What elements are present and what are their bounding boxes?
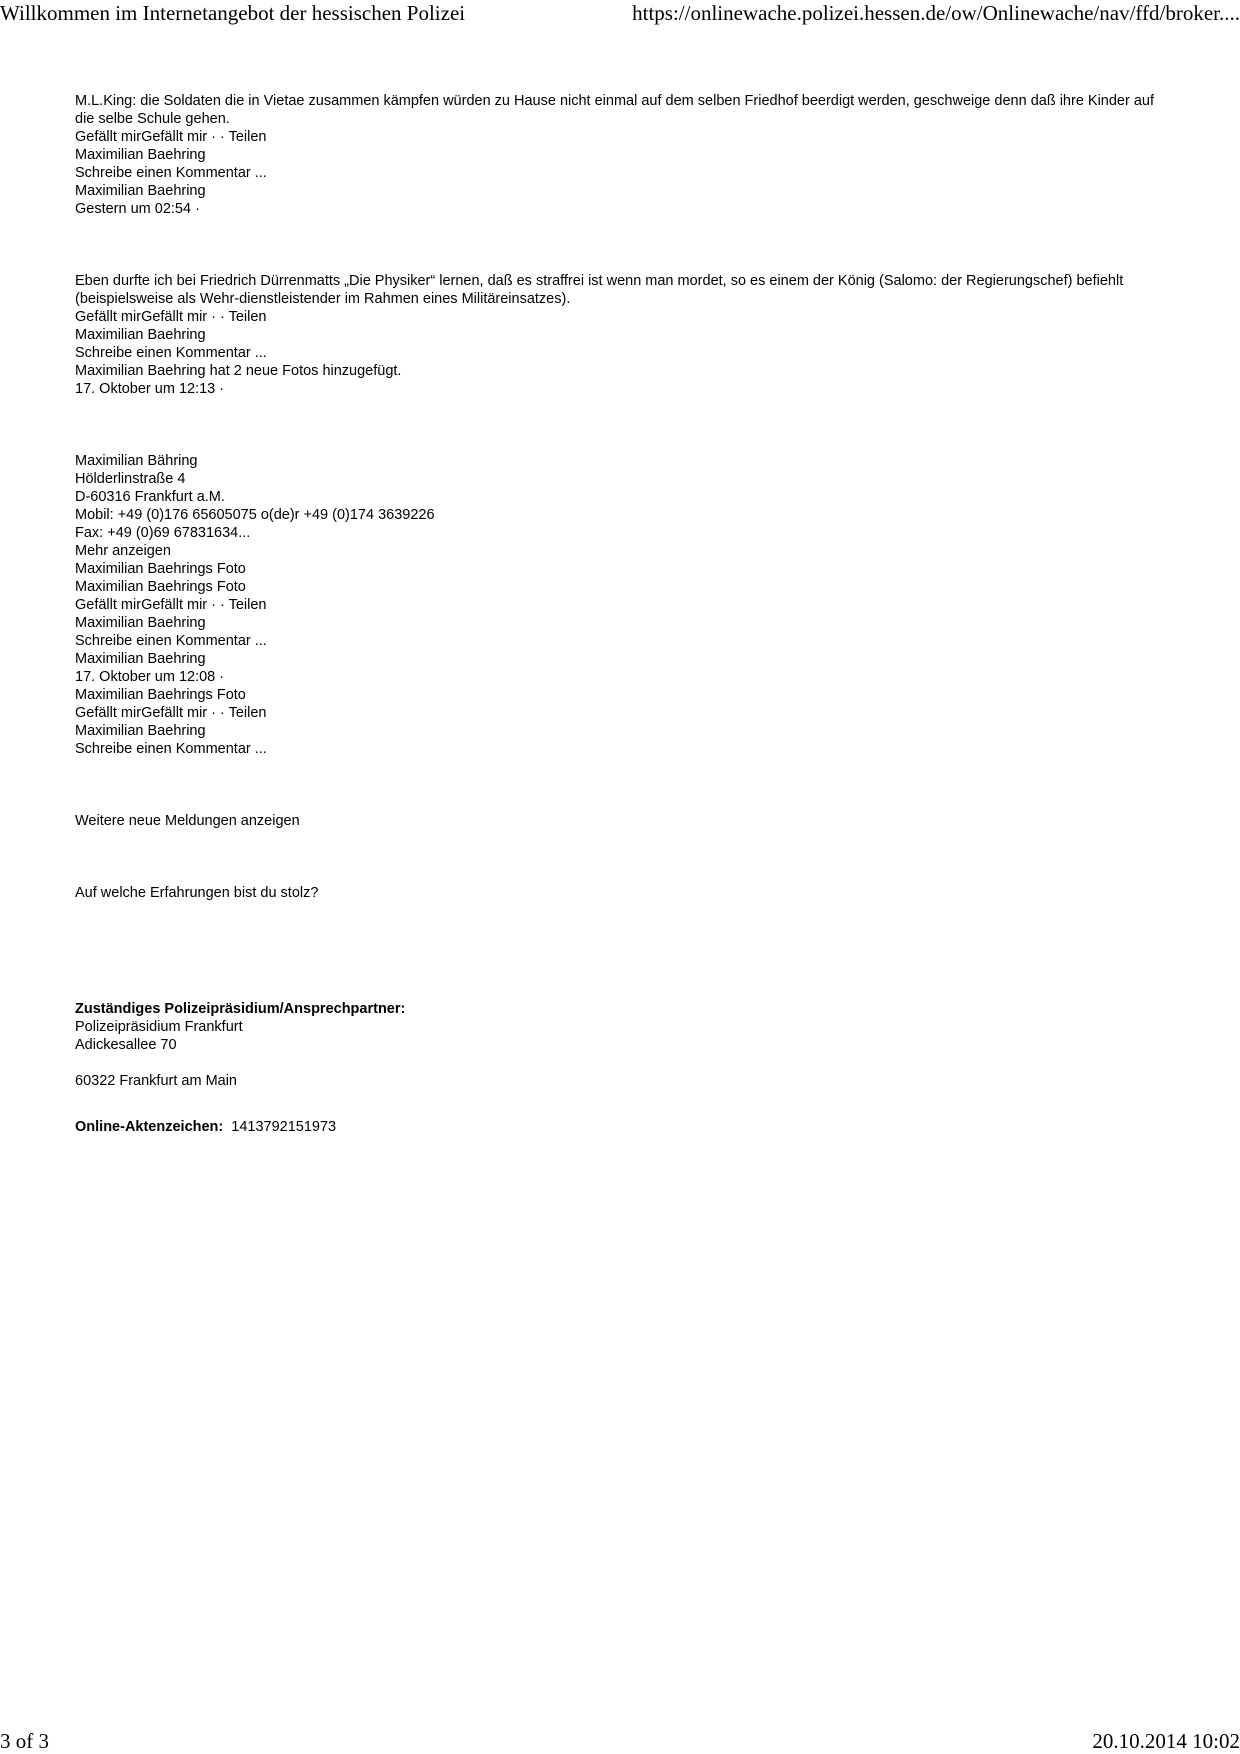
post-actions: Gefällt mirGefällt mir · · Teilen xyxy=(75,597,267,613)
spacer xyxy=(75,758,1175,812)
post-author: Maximilian Baehring xyxy=(75,615,206,631)
document-body xyxy=(75,92,1175,1136)
more-posts-text: Weitere neue Meldungen anzeigen xyxy=(75,813,300,829)
comment-prompt: Schreibe einen Kommentar ... xyxy=(75,165,267,181)
post-text: M.L.King: die Soldaten die in Vietae zusammen kämpfen würden zu Hause nicht einmal auf dem selben Friedhof beerdigt werden, geschweige denn daß ihre Kinder auf die selbe Schule gehen. xyxy=(75,93,1159,127)
address-city: D-60316 Frankfurt a.M. xyxy=(75,489,225,505)
comment-prompt: Schreibe einen Kommentar ... xyxy=(75,345,267,361)
spacer xyxy=(75,1054,1175,1072)
spacer xyxy=(75,398,1175,452)
post-author: Maximilian Baehring xyxy=(75,651,206,667)
show-more-text: Mehr anzeigen xyxy=(75,543,171,559)
reference-value: 1413792151973 xyxy=(231,1119,337,1135)
post-actions: Gefällt mirGefällt mir · · Teilen xyxy=(75,705,267,721)
address-name: Maximilian Bähring xyxy=(75,453,198,469)
post-1 xyxy=(75,92,1175,218)
post-author: Maximilian Baehring xyxy=(75,147,206,163)
photo-caption: Maximilian Baehrings Foto xyxy=(75,687,246,703)
contact-city: 60322 Frankfurt am Main xyxy=(75,1073,237,1089)
post-actions: Gefällt mirGefällt mir · · Teilen xyxy=(75,309,267,325)
reference-label: Online-Aktenzeichen: xyxy=(75,1119,224,1135)
comment-prompt: Schreibe einen Kommentar ... xyxy=(75,741,267,757)
post-2 xyxy=(75,272,1175,398)
post-text: Eben durfte ich bei Friedrich Dürrenmatts „Die Physiker“ lernen, daß es straffrei ist wenn man mordet, so es einem der König (Salomo: der Regierungschef) befiehlt (beispielsweise als Wehr-dienstleistender im Rahmen eines Militäreinsatzes). xyxy=(75,273,1128,307)
post-timestamp: Gestern um 02:54 · xyxy=(75,201,200,217)
post-actions: Gefällt mirGefällt mir · · Teilen xyxy=(75,129,267,145)
post-author: Maximilian Baehring hat 2 neue Fotos hinzugefügt. xyxy=(75,363,402,379)
spacer xyxy=(75,902,1175,1000)
contact-street: Adickesallee 70 xyxy=(75,1037,177,1053)
page-header-title: Willkommen im Internetangebot der hessischen Polizei xyxy=(0,1,466,25)
post-timestamp: 17. Oktober um 12:13 · xyxy=(75,381,225,397)
post-author: Maximilian Baehring xyxy=(75,723,206,739)
status-prompt: Auf welche Erfahrungen bist du stolz? xyxy=(75,885,319,901)
contact-label: Zuständiges Polizeipräsidium/Ansprechpartner: xyxy=(75,1001,406,1017)
contact-name: Polizeipräsidium Frankfurt xyxy=(75,1019,243,1035)
post-3 xyxy=(75,452,1175,758)
spacer xyxy=(75,218,1175,272)
post-timestamp: 17. Oktober um 12:08 · xyxy=(75,669,225,685)
address-fax: Fax: +49 (0)69 67831634... xyxy=(75,525,251,541)
post-author: Maximilian Baehring xyxy=(75,183,206,199)
spacer xyxy=(75,830,1175,884)
post-author: Maximilian Baehring xyxy=(75,327,206,343)
page-number: 3 of 3 xyxy=(0,1729,49,1753)
photo-caption: Maximilian Baehrings Foto xyxy=(75,579,246,595)
address-mobile: Mobil: +49 (0)176 65605075 o(de)r +49 (0)174 3639226 xyxy=(75,507,435,523)
address-street: Hölderlinstraße 4 xyxy=(75,471,186,487)
spacer xyxy=(75,1090,1175,1118)
page-header-url: https://onlinewache.polizei.hessen.de/ow/Onlinewache/nav/ffd/broker.... xyxy=(632,1,1240,25)
print-datetime: 20.10.2014 10:02 xyxy=(1092,1729,1240,1753)
photo-caption: Maximilian Baehrings Foto xyxy=(75,561,246,577)
contact-block xyxy=(75,1000,1175,1090)
reference-block xyxy=(75,1118,1175,1136)
comment-prompt: Schreibe einen Kommentar ... xyxy=(75,633,267,649)
